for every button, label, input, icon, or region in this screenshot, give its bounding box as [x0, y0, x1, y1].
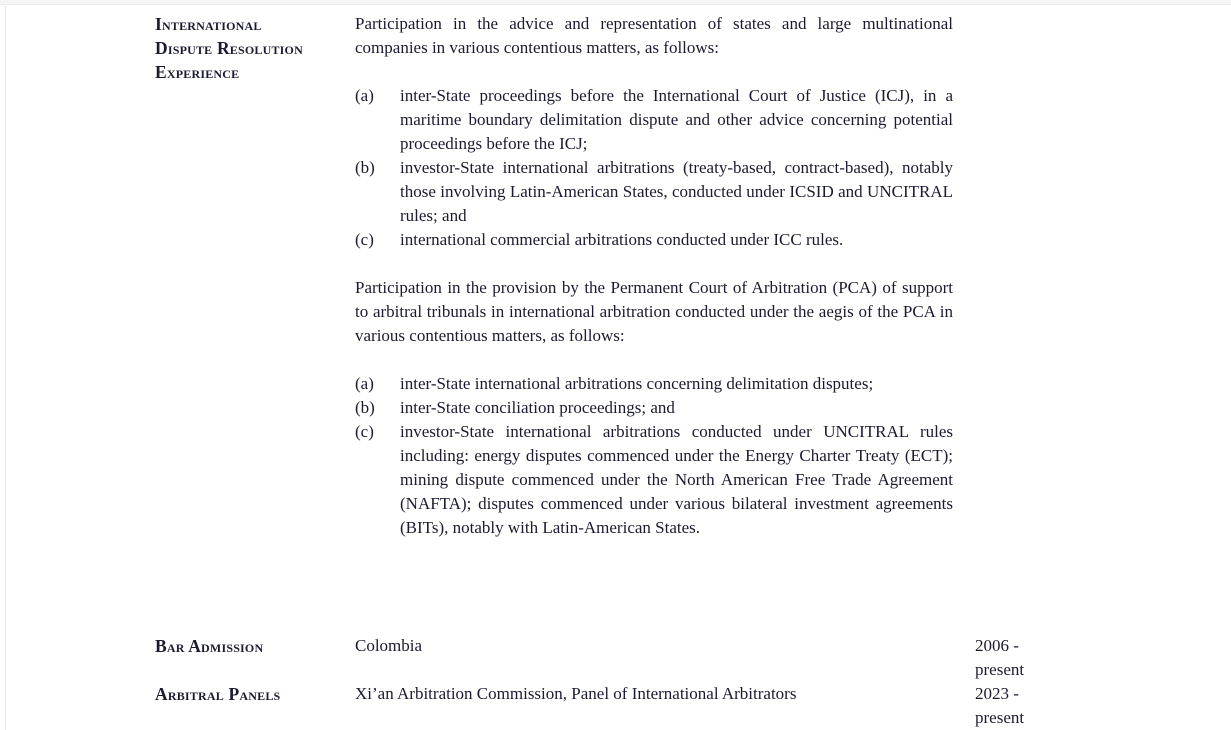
list-item-text: inter-State conciliation proceedings; and: [400, 398, 675, 417]
list-item-text: inter-State proceedings before the International Court of Justice (ICJ), in a maritime boundary delimitation dispute and other advice concerning potential proceedings before the ICJ;: [400, 86, 953, 153]
list-item: [355, 396, 953, 420]
list-item-marker: (c): [355, 230, 374, 249]
list-item-marker: (b): [355, 158, 375, 177]
list-item: [355, 84, 953, 156]
section-label-bar-admission: Bar Admission: [155, 636, 264, 656]
list-item: [355, 156, 953, 228]
experience-pca-list: [355, 372, 953, 540]
section-label-arbitral-panels: Arbitral Panels: [155, 684, 281, 704]
list-item-text: investor-State international arbitrations (treaty-based, contract-based), notably those involving Latin-American States, conducted under ICSID and UNCITRAL rules; and: [400, 158, 953, 225]
list-item: [355, 228, 953, 252]
bar-admission-value: Colombia: [355, 636, 423, 655]
bar-admission-period: 2006 - present: [975, 636, 1025, 679]
arbitral-panels-period: 2023 - present: [975, 684, 1025, 727]
arbitral-panels-value: Xi’an Arbitration Commission, Panel of International Arbitrators: [355, 684, 797, 703]
section-label-experience: International Dispute Resolution Experience: [155, 14, 303, 82]
list-item-text: international commercial arbitrations conducted under ICC rules.: [400, 230, 844, 249]
spacer: [355, 60, 953, 84]
list-item: [355, 372, 953, 396]
experience-body: [355, 12, 953, 540]
experience-direct-list: [355, 84, 953, 252]
page-top-edge: [0, 0, 1231, 5]
list-item-marker: (c): [355, 422, 374, 441]
spacer: [355, 252, 953, 276]
page-left-edge: [5, 6, 6, 730]
spacer: [355, 348, 953, 372]
list-item-marker: (a): [355, 374, 374, 393]
list-item-marker: (a): [355, 86, 374, 105]
list-item: [355, 420, 953, 540]
list-item-text: inter-State international arbitrations concerning delimitation disputes;: [400, 374, 874, 393]
experience-intro-direct: Participation in the advice and representation of states and large multinational companies in various contentious matters, as follows:: [355, 14, 953, 57]
list-item-marker: (b): [355, 398, 375, 417]
experience-intro-pca: Participation in the provision by the Permanent Court of Arbitration (PCA) of support to arbitral tribunals in international arbitration conducted under the aegis of the PCA in various contentious matters, as follows:: [355, 278, 953, 345]
list-item-text: investor-State international arbitrations conducted under UNCITRAL rules including: energy disputes commenced under the Energy Charter Treaty (ECT); mining dispute commenced under the North American Free Trade Agreement (NAFTA); disputes commenced under various bilateral investment agreements (BITs), notably with Latin-American States.: [400, 422, 953, 537]
